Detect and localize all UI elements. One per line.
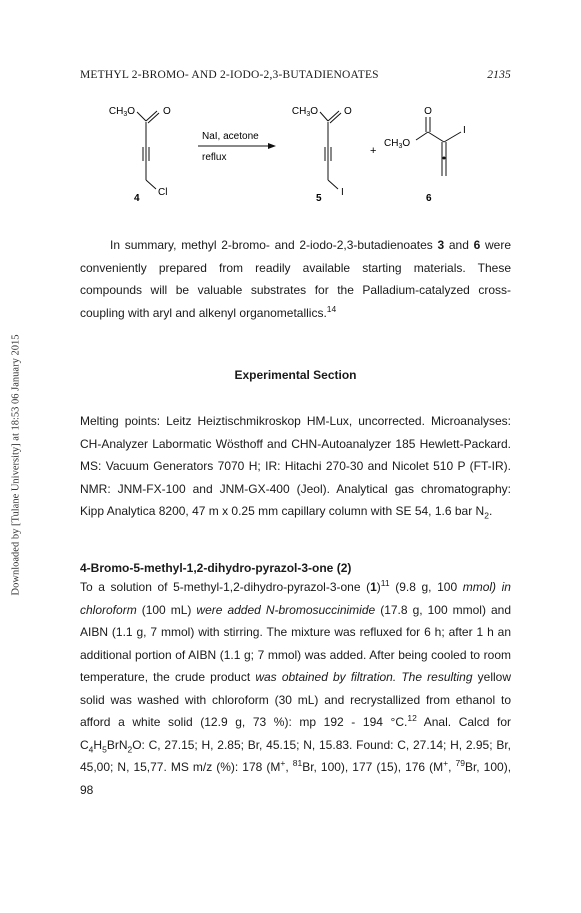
summary-text-1: In summary, methyl 2-bromo- and 2-iodo-2,3-butadienoates <box>110 238 438 252</box>
p2-ester-bond <box>416 132 428 140</box>
compound-6-label: 6 <box>426 193 432 204</box>
instrumentation-text: Melting points: Leitz Heiztischmikroskop HM-Lux, uncorrected. Microanalyses: CH-Analyzer Labormatic Wösthoff and CHN-Autoanalyzer 185 Hewlett-Packard. MS: Vacuum Generators 7070 H; IR: Hitachi 270-30 and Nicolet 510 P (FT-IR). NMR: JNM-FX-100 and JNM-GX-400 (Jeol). Analytical gas chromatography: Kipp Analytica 8200, 47 m x 0.25 mm capillary column with SE 54, 1.6 bar N <box>80 414 511 518</box>
p1-iodo-label: I <box>341 187 344 198</box>
formula-brn: BrN <box>106 737 128 752</box>
p2-ci-bond <box>444 132 461 142</box>
p2-iodo-label: I <box>463 125 466 136</box>
formula-h: H <box>93 737 103 752</box>
compound-5-label: 5 <box>316 193 322 204</box>
isotope-79: 79 <box>455 758 465 768</box>
p2-carbonyl-o: O <box>424 106 432 117</box>
reagent-bottom: reflux <box>202 152 227 163</box>
arrow-head <box>268 143 276 149</box>
proc-italic-2: were added N-bromosuccinimide <box>196 602 376 617</box>
formula-c-sub: 4 <box>88 743 94 754</box>
proc-text-3: (100 mL) <box>136 602 197 617</box>
compound-4-structure <box>109 106 171 204</box>
download-stamp-text: Downloaded by [Tulane University] at 18:53 06 January 2015 <box>10 334 22 596</box>
compound-6-structure <box>384 106 466 204</box>
ms-sep-1: , <box>285 760 293 774</box>
ms-text-4: Br, 100), 98 <box>80 760 512 797</box>
page-number: 2135 <box>487 69 511 81</box>
ms-text-2: Br, 100), 177 (15), 176 (M <box>302 760 444 774</box>
ms-plus-1: + <box>280 758 286 768</box>
proc-paren: ) <box>376 580 381 594</box>
sm-ester-bond <box>137 112 146 121</box>
compound-2-heading: 4-Bromo-5-methyl-1,2-dihydro-pyrazol-3-one (2) <box>80 561 352 575</box>
p2-acyl-bond <box>428 132 444 142</box>
compound-ref-3: 3 <box>437 238 445 252</box>
compound-ref-1: 1 <box>370 580 377 594</box>
summary-text-2: and <box>444 238 474 252</box>
formula-n-sub: 2 <box>127 743 133 754</box>
reagent-top: NaI, acetone <box>202 131 259 142</box>
compound-5-structure <box>292 106 352 204</box>
download-stamp <box>6 300 26 630</box>
summary-text-3: were conveniently prepared from readily available starting materials. These compounds will be valuable substrates for the Palladium-catalyzed cross-coupling with aryl and alkenyl organometallics. <box>80 238 512 320</box>
summary-paragraph <box>80 234 511 324</box>
p1-ester-bond <box>320 112 328 121</box>
reference-14: 14 <box>326 303 337 314</box>
p2-allene-center <box>443 157 446 160</box>
running-title: METHYL 2-BROMO- AND 2-IODO-2,3-BUTADIENOATES <box>80 69 379 81</box>
p1-carbonyl-o: O <box>344 106 352 117</box>
compound-4-label: 4 <box>134 193 140 204</box>
proc-italic-1: mmol) in chloroform <box>80 580 511 617</box>
sm-chloro-label: Cl <box>158 187 168 198</box>
n2-subscript: 2 <box>484 510 489 521</box>
sm-ccl-bond <box>146 180 156 189</box>
instrumentation-text-end: . <box>488 504 493 518</box>
compound-ref-6: 6 <box>473 238 481 252</box>
isotope-81: 81 <box>292 758 303 768</box>
proc-italic-3: was obtained by filtration. The resulting <box>255 670 473 684</box>
proc-text-4: (17.8 g, 100 mmol) and AIBN (1.1 g, 7 mmol) with stirring. The mixture was refluxed for 6 h; after 1 h an additional portion of AIBN (1.1 g; 7 mmol) was added. After being cooled to room temperature, the crude product <box>80 602 512 684</box>
p2-methoxy-label: $CH_3O$ <box>384 138 411 150</box>
reaction-scheme-drawing <box>80 100 511 212</box>
proc-text-2: (9.8 g, 100 <box>389 580 463 594</box>
instrumentation-paragraph <box>80 410 511 523</box>
sm-carbonyl-o: O <box>163 106 171 117</box>
reference-11: 11 <box>380 578 390 588</box>
p1-methoxy-label: $CH_3O$ <box>291 106 319 118</box>
proc-text-7: O: C, 27.15; H, 2.85; Br, 45.15; N, 15.83. Found: C, 27.14; H, 2.95; Br, 45,00; N, 15,77. MS m/z (%): 178 (M <box>80 737 511 774</box>
plus-sign: + <box>370 145 377 157</box>
reference-12: 12 <box>407 713 417 723</box>
p1-ci-bond <box>328 180 338 189</box>
compound-2-procedure <box>80 576 511 801</box>
experimental-heading: Experimental Section <box>234 368 357 382</box>
proc-text-5: yellow solid was washed with chloroform (30 mL) and recrystallized from ethanol to afford a white solid (12.9 g, 73 %): mp 192 - 194 °C. <box>80 670 512 729</box>
sm-methoxy-label: $CH_3O$ <box>108 106 136 118</box>
proc-text-6: Anal. Calcd for C <box>80 715 512 752</box>
reaction-scheme <box>80 100 511 212</box>
reaction-arrow <box>198 131 276 163</box>
proc-text-1: To a solution of 5-methyl-1,2-dihydro-pyrazol-3-one ( <box>80 580 371 594</box>
ms-plus-2: + <box>443 758 449 768</box>
ms-sep-2: , <box>448 760 456 774</box>
formula-h-sub: 5 <box>102 743 107 754</box>
